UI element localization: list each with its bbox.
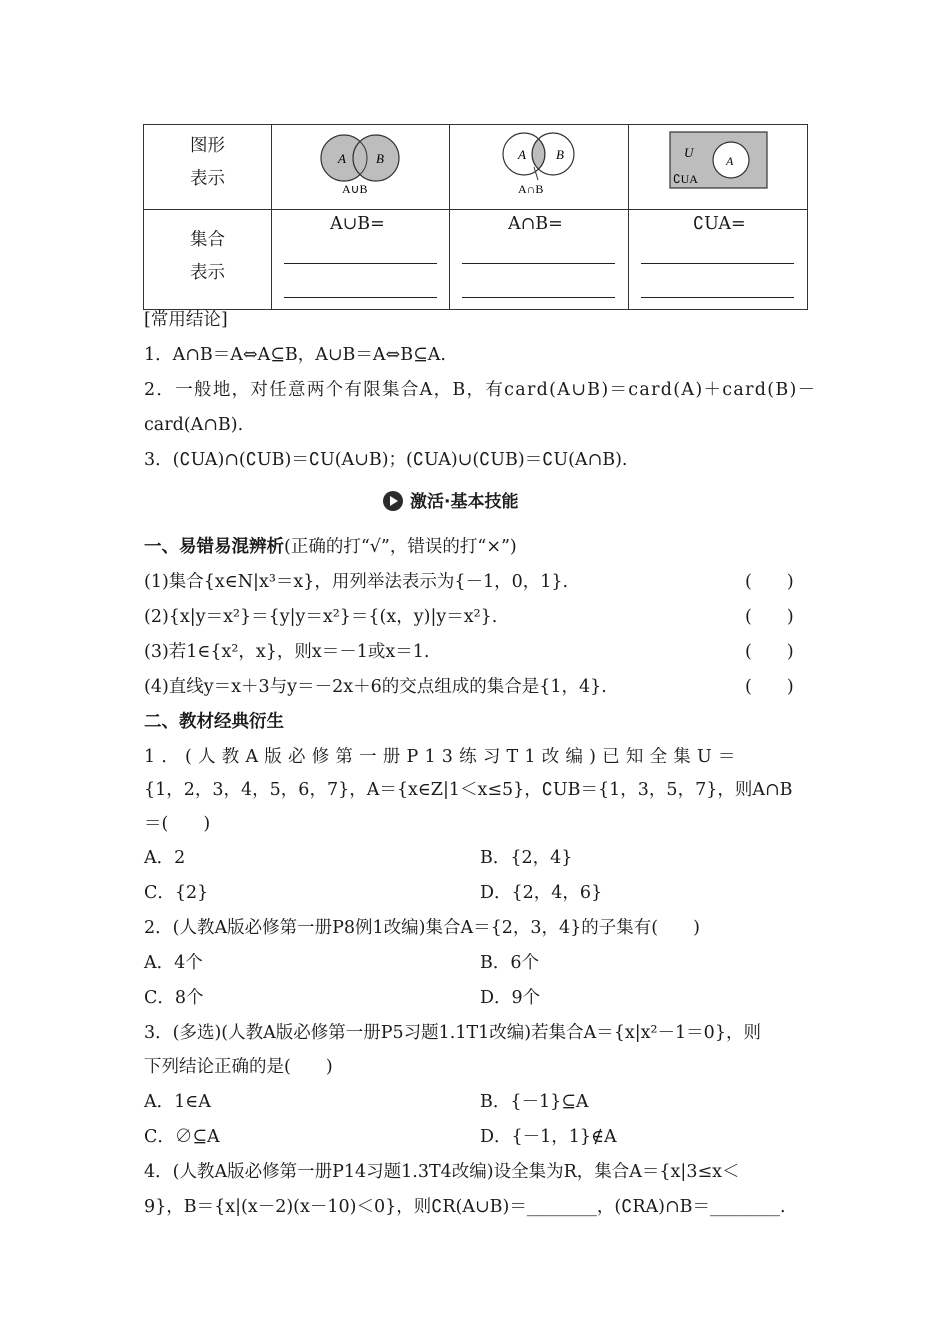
row-label-figure: 图形 表示 [190,136,225,189]
q2-option-c[interactable]: C．8个 [144,988,204,1008]
q1-line-3: ＝( ) [144,814,211,834]
part1-heading-note: (正确的打“√”，错误的打“×”) [284,537,517,557]
union-venn-diagram [272,125,449,205]
part1-item-3: (3)若1∈{x²，x}，则x＝－1或x＝1. [144,642,430,662]
part1-item-1: (1)集合{x∈N|x³＝x}，用列举法表示为{－1，0，1}. [144,572,569,592]
part1-answer-3[interactable]: ( ) [745,642,794,662]
intersection-label-b: B [556,147,564,162]
complement-blank-2[interactable] [641,297,794,298]
union-label-a: A [338,151,346,166]
part1-item-2: (2){x|y＝x²}＝{y|y＝x²}＝{(x，y)|y＝x²}. [144,607,498,627]
part2-heading: 二、教材经典衍生 [144,712,284,732]
conclusion-2-cont: card(A∩B). [144,415,244,435]
intersection-venn-diagram [450,125,628,205]
intersection-diagram-cell [450,125,629,210]
q1-option-a[interactable]: A．2 [144,848,186,868]
complement-formula: ∁UA= [693,214,746,234]
q2-line-1: 2．(人教A版必修第一册P8例1改编)集合A＝{2，3，4}的子集有( ) [144,918,700,938]
complement-label-a: A [726,154,734,168]
intersection-formula: A∩B= [508,214,563,234]
intersection-caption: A∩B [518,182,544,196]
conclusion-1: 1．A∩B＝A⇔A⊆B，A∪B＝A⇔B⊆A. [144,345,446,365]
set-operations-table [143,124,808,310]
part1-item-4: (4)直线y＝x＋3与y＝－2x＋6的交点组成的集合是{1，4}. [144,677,607,697]
part1-answer-1[interactable]: ( ) [745,572,794,592]
q1-option-c[interactable]: C．{2} [144,883,209,903]
q1-option-d[interactable]: D．{2，4，6} [480,883,603,903]
part1-answer-4[interactable]: ( ) [745,677,794,697]
section-play-icon [382,490,404,516]
intersection-blank-2[interactable] [462,297,615,298]
q3-option-b[interactable]: B．{－1}⊆A [480,1092,589,1112]
q4-line-2: 9}，B＝{x|(x－2)(x－10)＜0}，则∁R(A∪B)＝________，(∁RA)∩B＝________. [144,1197,786,1217]
q2-option-b[interactable]: B．6个 [480,953,539,973]
conclusions-heading: [常用结论] [144,310,228,330]
union-formula: A∪B= [330,214,385,234]
section-title: 激活·基本技能 [410,492,519,512]
union-blank-1[interactable] [284,263,437,264]
union-diagram-cell [272,125,450,210]
intersection-blank-1[interactable] [462,263,615,264]
q1-option-b[interactable]: B．{2，4} [480,848,573,868]
q3-option-a[interactable]: A．1∈A [144,1092,211,1112]
q1-line-1: 1．(人教A版必修第一册P13练习T1改编)已知全集U＝ [144,747,742,767]
union-blank-2[interactable] [284,297,437,298]
q2-option-d[interactable]: D．9个 [480,988,541,1008]
complement-venn-diagram [629,125,807,205]
complement-diagram-cell [629,125,808,210]
row-label-set: 集合 表示 [190,230,225,283]
conclusion-2: 2．一般地，对任意两个有限集合A，B，有card(A∪B)＝card(A)＋card(B)－ [144,380,817,400]
union-caption: A∪B [342,182,368,196]
part1-heading: 一、易错易混辨析 [144,537,284,557]
complement-formula-cell [629,210,808,310]
part1-answer-2[interactable]: ( ) [745,607,794,627]
q3-line-2: 下列结论正确的是( ) [144,1057,333,1077]
complement-caption: ∁UA [673,172,698,186]
intersection-formula-cell [450,210,629,310]
union-formula-cell [272,210,450,310]
complement-blank-1[interactable] [641,263,794,264]
complement-label-u: U [684,145,694,160]
union-label-b: B [376,151,384,166]
q1-line-2: {1，2，3，4，5，6，7}，A＝{x∈Z|1＜x≤5}，∁UB＝{1，3，5，7}，则A∩B [144,780,793,800]
q3-line-1: 3．(多选)(人教A版必修第一册P5习题1.1T1改编)若集合A＝{x|x²－1＝0}，则 [144,1023,761,1043]
q4-line-1: 4．(人教A版必修第一册P14习题1.3T4改编)设全集为R，集合A＝{x|3≤x＜ [144,1162,740,1182]
q2-option-a[interactable]: A．4个 [144,953,203,973]
q3-option-d[interactable]: D．{－1，1}∉A [480,1127,617,1147]
part1-heading-row [144,535,517,559]
conclusion-3: 3．(∁UA)∩(∁UB)＝∁U(A∪B)；(∁UA)∪(∁UB)＝∁U(A∩B). [144,450,628,470]
q3-option-c[interactable]: C．∅⊆A [144,1127,220,1147]
intersection-label-a: A [518,147,526,162]
